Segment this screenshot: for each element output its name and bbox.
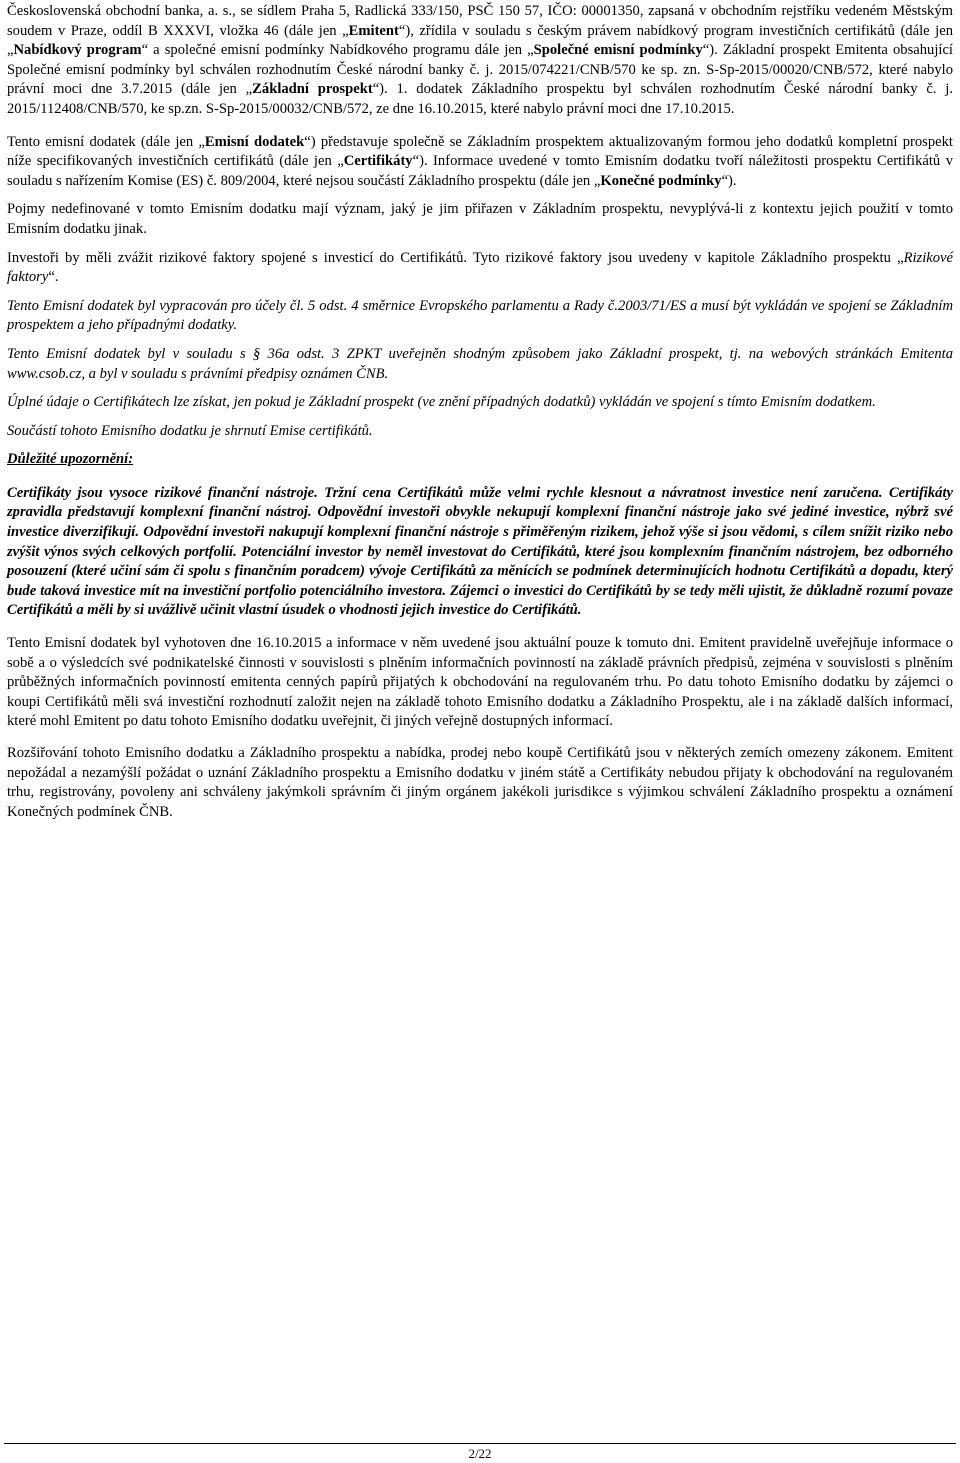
smernice-text: Tento Emisní dodatek byl vypracován pro účely čl. 5 odst. 4 směrnice Evropského parlamentu a Rady č.2003/71/ES a musí být vykládán ve spojení se Základním prospektem a jeho případnými dodatky.: [7, 297, 953, 334]
emisni-text-2: “) představuje společně se Základním prospektem aktualizovaným formou jeho dodatků kompletní prospekt níže specifikovaných investičních certifikátů (dále jen „: [7, 133, 953, 170]
document-page: [7, 0, 953, 822]
defined-term-emisni-dodatek: Emisní dodatek: [204, 133, 305, 150]
investori-text-1: Investoři by měli zvážit rizikové faktory spojené s investicí do Certifikátů. Tyto rizikové faktory jsou uvedeny v kapitole Základního prospektu „: [7, 249, 904, 266]
intro-text-5: “). 1. dodatek Základního prospektu byl schválen rozhodnutím České národní banky č. j. 2015/112408/CNB/570, ke sp.zn. S-Sp-2015/00032/CNB/572, ze dne 16.10.2015, které nabylo právní moci dne 17.10.2015.: [7, 81, 954, 117]
vyhotoven-paragraph: Tento Emisní dodatek byl vyhotoven dne 16.10.2015 a informace v něm uvedené jsou aktuální pouze k tomuto dni. Emitent pravidelně uveřejňuje informace o sobě a o výsledcích své podnikatelské činnosti v souvislosti s plněním informačních povinností na základě právních předpisů, zejména v souvislosti s plněním průběžných informačních povinností emitenta cenných papírů přijatých k obchodování na regulovaném trhu. Po datu tohoto Emisního dodatku by zájemci o koupi Certifikátů měli svá investiční rozhodnutí založit nejen na základě tohoto Emisního dodatku a Základního Prospektu, ale i na základě dalších informací, které mohl Emitent po datu tohoto Emisního dodatku uveřejnit, či jiných veřejně dostupných informací.: [7, 635, 953, 730]
defined-term-zakladni-prospekt: Základní prospekt: [252, 81, 373, 98]
rizikove-faktory-reference: Rizikové faktory: [7, 249, 953, 286]
zpkt-text: Tento Emisní dodatek byl v souladu s § 36a odst. 3 ZPKT uveřejněn shodným způsobem jako Základní prospekt, tj. na webových stránkách Emitenta www.csob.cz, a byl v souladu s právními předpisy oznámen ČNB.: [7, 345, 953, 382]
intro-text-1: Československá obchodní banka, a. s., se sídlem Praha 5, Radlická 333/150, PSČ 150 57, IČO: 00001350, zapsaná v obchodním rejstříku vedeném Městským soudem v Praze, oddíl B XXXVI, vložka 46 (dále jen „: [7, 3, 953, 39]
defined-term-nabidkovy-program: Nabídkový program: [13, 42, 142, 59]
warning-heading: [7, 450, 953, 470]
intro-text-4: “). Základní prospekt Emitenta obsahující Společné emisní podmínky byl schválen rozhodnutím České národní banky č. j. 2015/074221/CNB/570 ke sp. zn. S-Sp-2015/00020/CNB/572, které nabylo právní moci dne 3.7.2015 (dále jen „: [7, 42, 953, 98]
footer-divider: [4, 1443, 956, 1444]
investori-paragraph: [7, 249, 953, 288]
defined-term-konecne-podminky: Konečné podmínky: [600, 172, 722, 189]
warning-text: Certifikáty jsou vysoce rizikové finanční nástroje. Tržní cena Certifikátů může velmi rychle klesnout a návratnost investice není zaručena. Certifikáty zpravidla představují komplexní finanční nástroj. Odpovědní investoři obvykle nekupují komplexní finanční nástroje jako své jediné investice, nýbrž své investice diverzifikují. Odpovědní investoři nakupují komplexní finanční nástroje s přiměřeným rizikem, jehož výše si jsou vědomi, s cílem snížit riziko nebo zvýšit výnos svých celkových portfolií. Potenciální investor by neměl investovat do Certifikátů, které jsou komplexním finančním nástrojem, bez odborného posouzení (které učiní sám či spolu s finančním poradcem) vývoje Certifikátů za měnících se podmínek determinujících hodnotu Certifikátů a dopadu, který bude taková investice mít na investiční portfolio potenciálního investora. Zájemci o investici do Certifikátů by se tedy měli ujistit, že důkladně rozumí povaze Certifikátů a měli by si uvážlivě učinit vlastní úsudek o vhodnosti jejich investice do Certifikátů.: [7, 484, 953, 619]
page-number: 2/22: [468, 1446, 492, 1461]
investori-text-2: “.: [48, 269, 59, 286]
rozsirovani-paragraph: Rozšiřování tohoto Emisního dodatku a Základního prospektu a nabídka, prodej nebo koupě Certifikátů jsou v některých zemích omezeny zákonem. Emitent nepožádal a nezamýšlí požádat o uznání Základního prospektu a Emisního dodatku v jiném státě a Certifikáty nebudou přijaty k obchodování na regulovaném trhu, registrovány, povoleny ani schváleny jakýmkoli správním či jiným orgánem jakékoli jurisdikce s výjimkou schválení Základního prospektu a oznámení Konečných podmínek ČNB.: [7, 745, 953, 820]
smernice-paragraph: [7, 297, 953, 336]
uplne-udaje-text: Úplné údaje o Certifikátech lze získat, jen pokud je Základní prospekt (ve znění případných dodatků) vykládán ve spojení s tímto Emisním dodatkem.: [7, 394, 876, 411]
pojmy-paragraph: Pojmy nedefinované v tomto Emisním dodatku mají význam, jaký je jim přiřazen v Základním prospektu, nevyplývá-li z kontextu jejich použití v tomto Emisním dodatku jinak.: [7, 201, 953, 237]
emisni-dodatek-paragraph: [7, 133, 953, 192]
defined-term-spolecne-emisni-podminky: Společné emisní podmínky: [533, 42, 703, 59]
warning-paragraph: [7, 484, 953, 621]
emisni-text-3: “). Informace uvedené v tomto Emisním dodatku tvoří náležitosti prospektu Certifikátů v souladu s nařízením Komise (ES) č. 809/2004, které nejsou součástí Základního prospektu (dále jen „: [7, 153, 953, 189]
zpkt-paragraph: [7, 345, 953, 384]
warning-heading-text: Důležité upozornění:: [7, 451, 134, 468]
emisni-text-4: “).: [721, 172, 737, 189]
defined-term-certifikaty: Certifikáty: [343, 153, 413, 170]
intro-paragraph: [7, 2, 953, 120]
shrnuti-text: Součástí tohoto Emisního dodatku je shrnutí Emise certifikátů.: [7, 422, 373, 439]
uplne-udaje-paragraph: [7, 393, 953, 413]
shrnuti-paragraph: [7, 422, 953, 442]
intro-text-3: “ a společné emisní podmínky Nabídkového programu dále jen „: [141, 42, 534, 59]
intro-text-2: “), zřídila v souladu s českým právem nabídkový program investičních certifikátů (dále jen „: [7, 22, 953, 59]
emisni-text-1: Tento emisní dodatek (dále jen „: [7, 133, 205, 150]
defined-term-emitent: Emitent: [348, 22, 399, 39]
